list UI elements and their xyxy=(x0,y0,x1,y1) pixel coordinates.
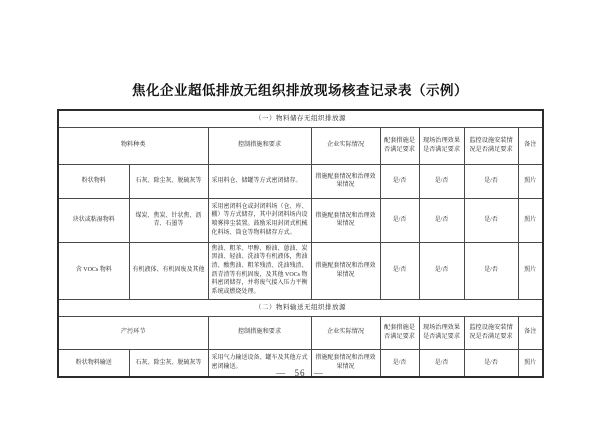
header-effect-ok: 现场治理效果是否满足要求 xyxy=(419,127,464,164)
header-remark: 备注 xyxy=(518,316,543,349)
cell-remark: 照片 xyxy=(518,349,543,377)
cell-actual: 措施配套情况和治理效果情况 xyxy=(311,164,380,198)
cell-monitoring-ok: 是/否 xyxy=(464,349,518,377)
cell-effect-ok: 是/否 xyxy=(419,164,464,198)
cell-supporting-ok: 是/否 xyxy=(380,349,419,377)
cell-effect-ok: 是/否 xyxy=(419,349,464,377)
page-title: 焦化企业超低排放无组织排放现场核查记录表（示例） xyxy=(132,83,468,98)
cell-supporting-ok: 是/否 xyxy=(380,198,419,242)
header-monitoring-ok: 监控设施安装情况是否满足要求 xyxy=(464,127,518,164)
cell-actual: 措施配套情况和治理效果情况 xyxy=(311,242,380,299)
header-material-type: 物料种类 xyxy=(58,127,208,164)
page-number: — 56 — xyxy=(276,368,324,378)
cell-control: 采用气力输送设备、罐车及其他方式密闭输送。 xyxy=(208,349,311,377)
cell-examples: 石灰、除尘灰、脱硫灰等 xyxy=(129,349,208,377)
cell-supporting-ok: 是/否 xyxy=(380,242,419,299)
cell-examples: 石灰、除尘灰、脱硫灰等 xyxy=(129,164,208,198)
header-supporting-ok: 配套措施是否满足要求 xyxy=(380,127,419,164)
header-supporting-ok: 配套措施是否满足要求 xyxy=(380,316,419,349)
section2-header-row xyxy=(58,299,543,316)
cell-control: 焦油、粗苯、甲醇、酚油、蒽油、炭黑油、轻油、洗油等有机液体，焦油渣、酸焦油、粗苯残渣、洗油残渣、沥青渣等有机固废，及其他 VOCs 物料密闭储存，并将废气接入压力平衡系统或燃烧处理。 xyxy=(208,242,311,299)
cell-examples: 煤炭、焦炭、针状焦、沥青、石墨等 xyxy=(129,198,208,242)
verification-table xyxy=(57,109,544,378)
cell-actual: 措施配套情况和治理效果情况 xyxy=(311,198,380,242)
cell-category: 块状或粘湿物料 xyxy=(58,198,129,242)
section2-column-header-row xyxy=(58,316,543,349)
section2-title: （二）物料输送无组织排放源 xyxy=(58,299,543,316)
cell-effect-ok: 是/否 xyxy=(419,242,464,299)
header-effect-ok: 现场治理效果是否满足要求 xyxy=(419,316,464,349)
table-row-powder-material xyxy=(58,164,543,198)
header-remark: 备注 xyxy=(518,127,543,164)
cell-examples: 有机液体、有机固废及其他 xyxy=(129,242,208,299)
header-pollution-link: 产污环节 xyxy=(58,316,208,349)
table-row-vocs-material xyxy=(58,242,543,299)
cell-remark: 照片 xyxy=(518,198,543,242)
cell-monitoring-ok: 是/否 xyxy=(464,242,518,299)
cell-monitoring-ok: 是/否 xyxy=(464,164,518,198)
header-actual-situation: 企业实际情况 xyxy=(311,127,380,164)
header-control-measures: 控制措施和要求 xyxy=(208,127,311,164)
cell-control: 采用料仓、储罐等方式密闭储存。 xyxy=(208,164,311,198)
cell-monitoring-ok: 是/否 xyxy=(464,198,518,242)
cell-category: 粉状物料 xyxy=(58,164,129,198)
header-actual-situation: 企业实际情况 xyxy=(311,316,380,349)
header-monitoring-ok: 监控设施安装情况是否满足要求 xyxy=(464,316,518,349)
header-control-measures: 控制措施和要求 xyxy=(208,316,311,349)
section1-header-row xyxy=(58,110,543,127)
cell-remark: 照片 xyxy=(518,164,543,198)
section1-column-header-row xyxy=(58,127,543,164)
cell-effect-ok: 是/否 xyxy=(419,198,464,242)
cell-remark: 照片 xyxy=(518,242,543,299)
cell-control: 采用密闭料仓或封闭料场（仓、库、棚）等方式储存，其中封闭料场内设喷雾抑尘装置。鼓励采用封闭式机械化料场、筒仓等物料储存方式。 xyxy=(208,198,311,242)
cell-actual: 措施配套情况和治理效果情况 xyxy=(311,349,380,377)
cell-category: 含 VOCs 物料 xyxy=(58,242,129,299)
cell-category: 粉状物料输送 xyxy=(58,349,129,377)
table-row-lump-material xyxy=(58,198,543,242)
section1-title: （一）物料储存无组织排放源 xyxy=(58,110,543,127)
cell-supporting-ok: 是/否 xyxy=(380,164,419,198)
